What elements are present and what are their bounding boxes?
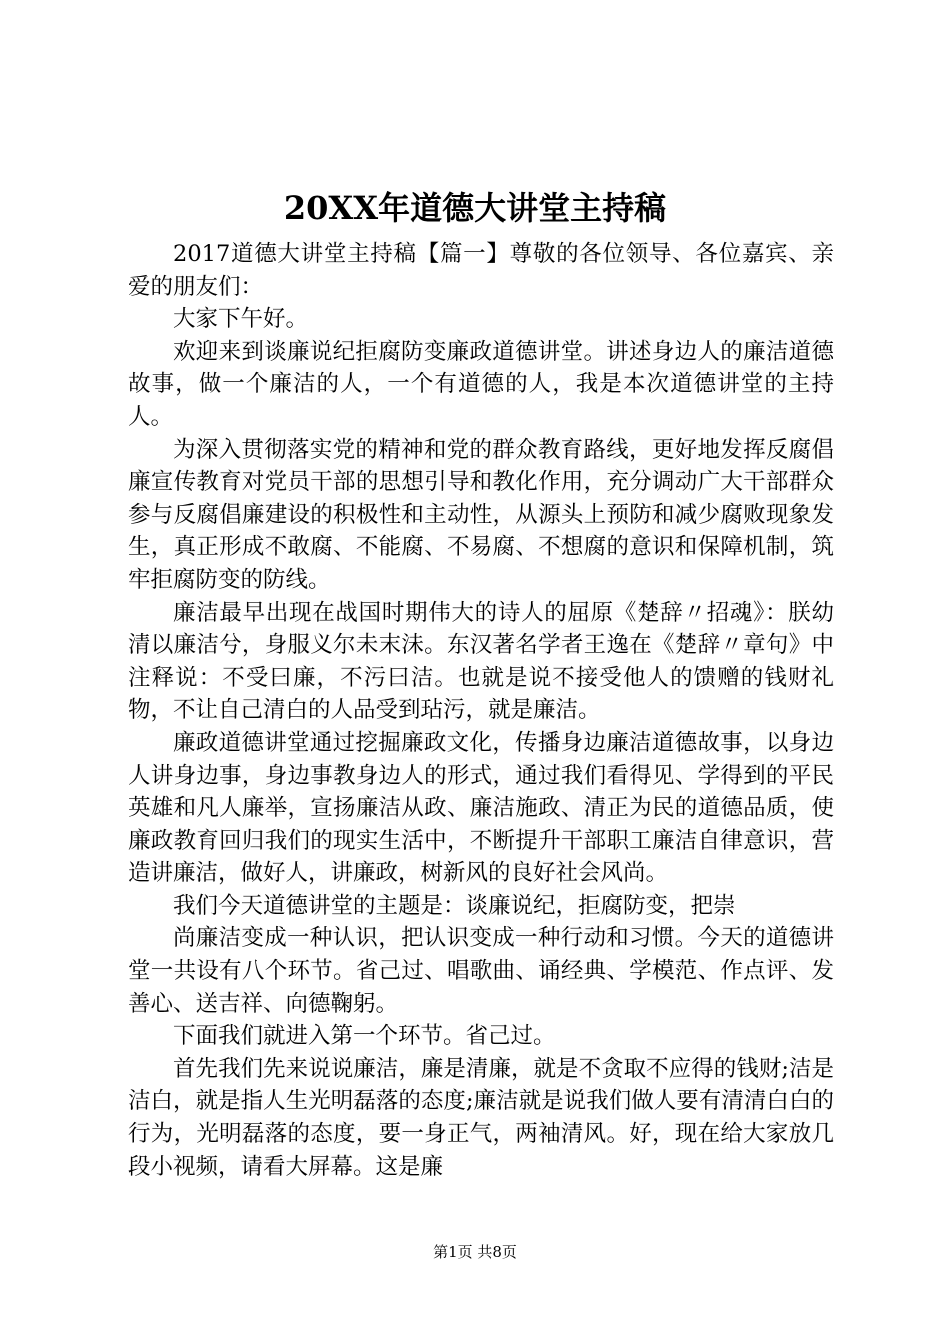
- paragraph-6: 廉政道德讲堂通过挖掘廉政文化，传播身边廉洁道德故事，以身边人讲身边事，身边事教身边人的形式，通过我们看得见、学得到的平民英雄和凡人廉举，宣扬廉洁从政、廉洁施政、清正为民的道德品质，使廉政教育回归我们的现实生活中，不断提升干部职工廉洁自律意识，营造讲廉洁，做好人，讲廉政，树新风的良好社会风尚。: [128, 729, 834, 887]
- paragraph-10: 首先我们先来说说廉洁，廉是清廉，就是不贪取不应得的钱财;洁是洁白，就是指人生光明磊落的态度;廉洁就是说我们做人要有清清白白的行为，光明磊落的态度，要一身正气，两袖清风。好，现在给大家放几段小视频，请看大屏幕。这是廉: [128, 1055, 834, 1180]
- paragraph-7: 我们今天道德讲堂的主题是：谈廉说纪，拒腐防变，把崇: [173, 892, 736, 919]
- document-body: [128, 238, 834, 1183]
- paragraph-1: 2017道德大讲堂主持稿【篇一】尊敬的各位领导、各位嘉宾、亲爱的朋友们：: [128, 241, 834, 300]
- document-title: 20XX年道德大讲堂主持稿: [283, 189, 667, 227]
- paragraph-4: 为深入贯彻落实党的精神和党的群众教育路线，更好地发挥反腐倡廉宣传教育对党员干部的思想引导和教化作用，充分调动广大干部群众参与反腐倡廉建设的积极性和主动性，从源头上预防和减少腐败现象发生，真正形成不敢腐、不能腐、不易腐、不想腐的意识和保障机制，筑牢拒腐防变的防线。: [128, 436, 834, 593]
- paragraph-9: 下面我们就进入第一个环节。省己过。: [173, 1023, 556, 1050]
- paragraph-3: 欢迎来到谈廉说纪拒腐防变廉政道德讲堂。讲述身边人的廉洁道德故事，做一个廉洁的人，一个有道德的人，我是本次道德讲堂的主持人。: [128, 338, 834, 430]
- paragraph-8: 尚廉洁变成一种认识，把认识变成一种行动和习惯。今天的道德讲堂一共设有八个环节。省己过、唱歌曲、诵经典、学模范、作点评、发善心、送吉祥、向德鞠躬。: [128, 925, 834, 1017]
- paragraph-5: 廉洁最早出现在战国时期伟大的诗人的屈原《楚辞〃招魂》：朕幼清以廉洁兮，身服义尔未末沬。东汉著名学者王逸在《楚辞〃章句》中注释说：不受曰廉，不污曰洁。也就是说不接受他人的馈赠的钱财礼物，不让自己清白的人品受到玷污，就是廉洁。: [128, 599, 834, 724]
- page-footer: 第1页 共8页: [433, 1243, 517, 1261]
- paragraph-2: 大家下午好。: [173, 306, 309, 333]
